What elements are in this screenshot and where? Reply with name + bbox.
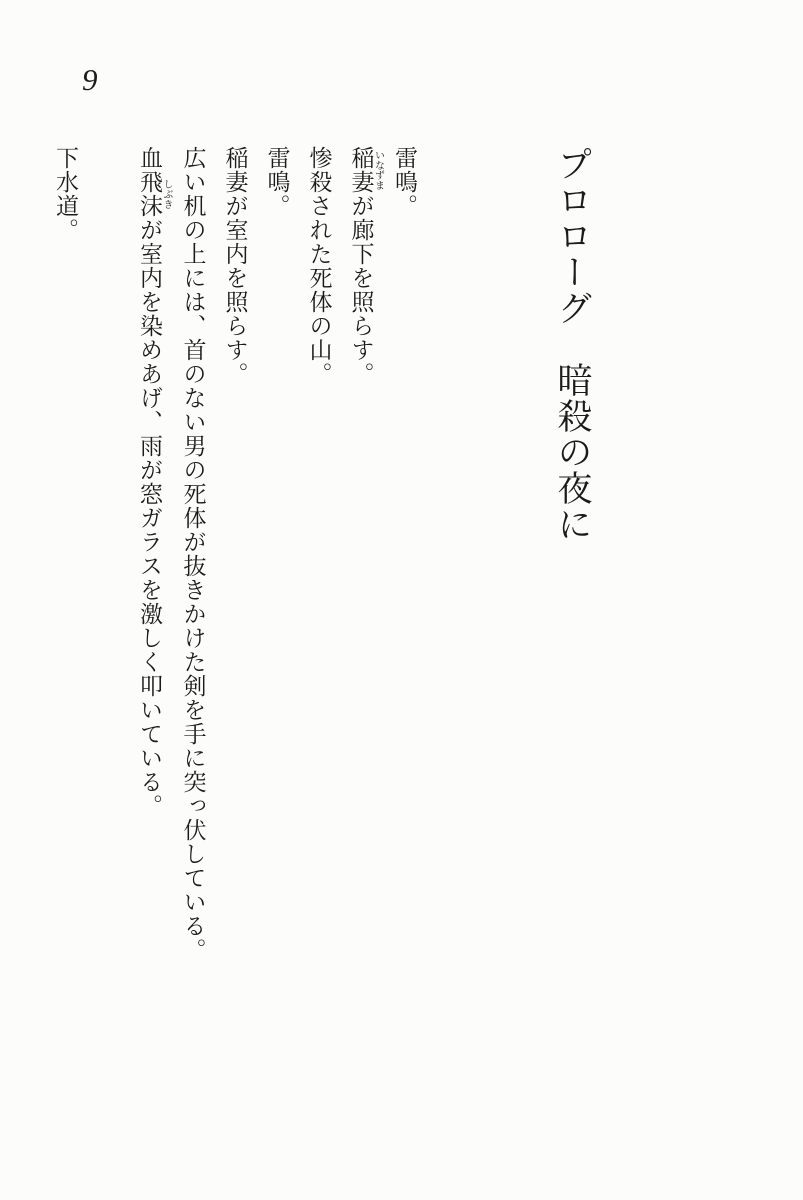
text-line: 下水道。 <box>53 146 78 242</box>
body-text <box>44 146 425 1046</box>
text-line: 稲妻 いなずまが廊下を照らす。 <box>348 146 384 386</box>
furigana: いなずま <box>372 146 384 194</box>
page-number: 9 <box>82 62 98 97</box>
page-content <box>44 146 595 1046</box>
text-line: 雷鳴。 <box>264 146 290 218</box>
ruby-annotated-word: 稲妻 いなずま <box>348 146 384 194</box>
text-line: 惨殺された死体の山。 <box>306 146 332 386</box>
text-line: 雷鳴。 <box>392 146 417 218</box>
ruby-annotated-word: 飛沫 しぶき <box>137 170 172 218</box>
chapter-title: プロローグ 暗殺の夜に <box>553 146 592 542</box>
text-line <box>86 146 128 1046</box>
text-line: 血飛沫 しぶきが室内を染めあげ、雨が窓ガラスを激しく叩いている。 <box>137 146 172 818</box>
text-line: 広い机の上には、首のない男の死体が抜きかけた剣を手に突っ伏している。 <box>180 146 206 962</box>
furigana: しぶき <box>161 170 172 218</box>
text-line: 稲妻が室内を照らす。 <box>222 146 248 386</box>
